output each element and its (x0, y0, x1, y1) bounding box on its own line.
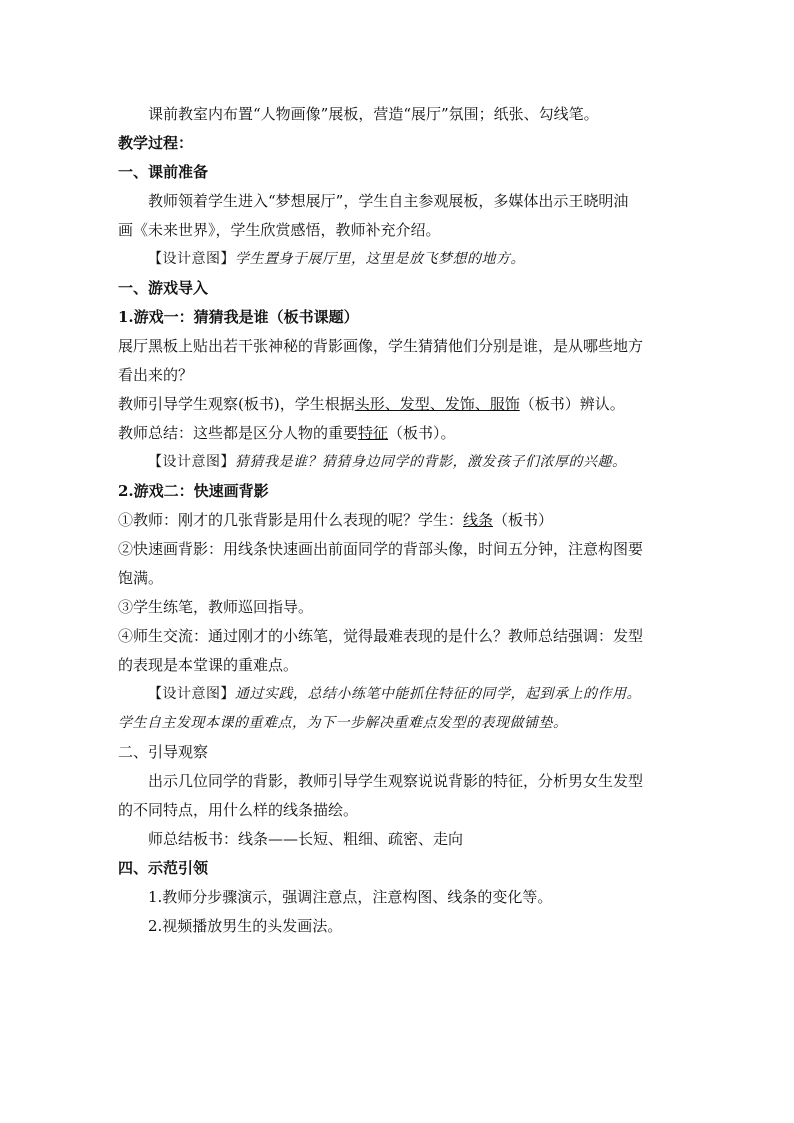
paragraph-line: 的不同特点，用什么样的线条描绘。 (118, 801, 359, 819)
design-intent-text: 学生置身于展厅里，这里是放飞梦想的地方。 (235, 251, 525, 267)
section-heading-demo: 四、示范引领 (118, 859, 209, 877)
section-heading-observe: 二、引导观察 (118, 743, 209, 761)
underlined-keywords: 线条 (463, 511, 494, 529)
underlined-keywords: 特征 (358, 424, 389, 442)
paragraph-line: 展厅黑板上贴出若干张神秘的背影画像，学生猜猜他们分别是谁，是从哪些地方 (118, 337, 644, 355)
text-span: ①教师：刚才的几张背影是用什么表现的呢？学生： (118, 511, 464, 529)
text-span: 教师引导学生观察(板书)，学生根据 (118, 395, 355, 413)
subheading-game-one: 1.游戏一：猜猜我是谁（板书课题） (118, 308, 359, 326)
paragraph-line: ③学生练笔，教师巡回指导。 (118, 598, 314, 616)
section-heading-game-intro: 一、游戏导入 (118, 279, 209, 297)
section-heading-process: 教学过程： (118, 134, 194, 152)
subheading-game-two: 2.游戏二：快速画背影 (118, 482, 269, 500)
design-intent-text: 猜猜我是谁？猜猜身边同学的背影，激发孩子们浓厚的兴趣。 (235, 454, 627, 470)
design-intent-note (118, 680, 678, 709)
paragraph-line: 画《未来世界》，学生欣赏感悟，教师补充介绍。 (118, 221, 441, 239)
document-page (118, 100, 678, 941)
paragraph-line: ②快速画背影：用线条快速画出前面同学的背部头像，时间五分钟，注意构图要 (118, 540, 644, 558)
design-intent-note (118, 448, 678, 477)
text-span: 教师总结：这些都是区分人物的重要 (118, 424, 359, 442)
design-intent-text: 学生自主发现本课的重难点，为下一步解决重难点发型的表现做铺垫。 (118, 715, 568, 731)
design-intent-tag: 【设计意图】 (148, 251, 235, 267)
paragraph-line (118, 419, 678, 448)
paragraph-line: 看出来的？ (118, 366, 194, 384)
paragraph-line: 教师领着学生进入“梦想展厅”，学生自主参观展板，多媒体出示王晓明油 (148, 192, 629, 210)
text-span: （板书）。 (388, 424, 456, 442)
text-span: （板书） (493, 511, 554, 529)
paragraph-line: 的表现是本堂课的重难点。 (118, 656, 299, 674)
board-summary-line: 师总结板书：线条——长短、粗细、疏密、走向 (148, 830, 464, 848)
paragraph-line: 2.视频播放男生的头发画法。 (148, 917, 343, 935)
underlined-keywords: 头形、发型、发饰、服饰 (354, 395, 520, 413)
text-span: （板书）辨认。 (519, 395, 625, 413)
paragraph-line: 饱满。 (118, 569, 164, 587)
paragraph-line (118, 390, 678, 419)
design-intent-text: 通过实践，总结小练笔中能抓住特征的同学，起到承上的作用。 (235, 686, 641, 702)
paragraph-line: 1.教师分步骤演示，强调注意点，注意构图、线条的变化等。 (148, 888, 553, 906)
paragraph-line: 出示几位同学的背影，教师引导学生观察说说背影的特征，分析男女生发型 (148, 772, 644, 790)
prep-materials-text: 课前教室内布置“人物画像”展板，营造“展厅”氛围；纸张、勾线笔。 (148, 105, 599, 123)
paragraph-line: ④师生交流：通过刚才的小练笔，觉得最难表现的是什么？教师总结强调：发型 (118, 627, 644, 645)
design-intent-tag: 【设计意图】 (148, 454, 235, 470)
design-intent-tag: 【设计意图】 (148, 686, 235, 702)
paragraph-line (118, 506, 678, 535)
section-heading-preparation: 一、课前准备 (118, 163, 209, 181)
design-intent-note (118, 245, 678, 274)
